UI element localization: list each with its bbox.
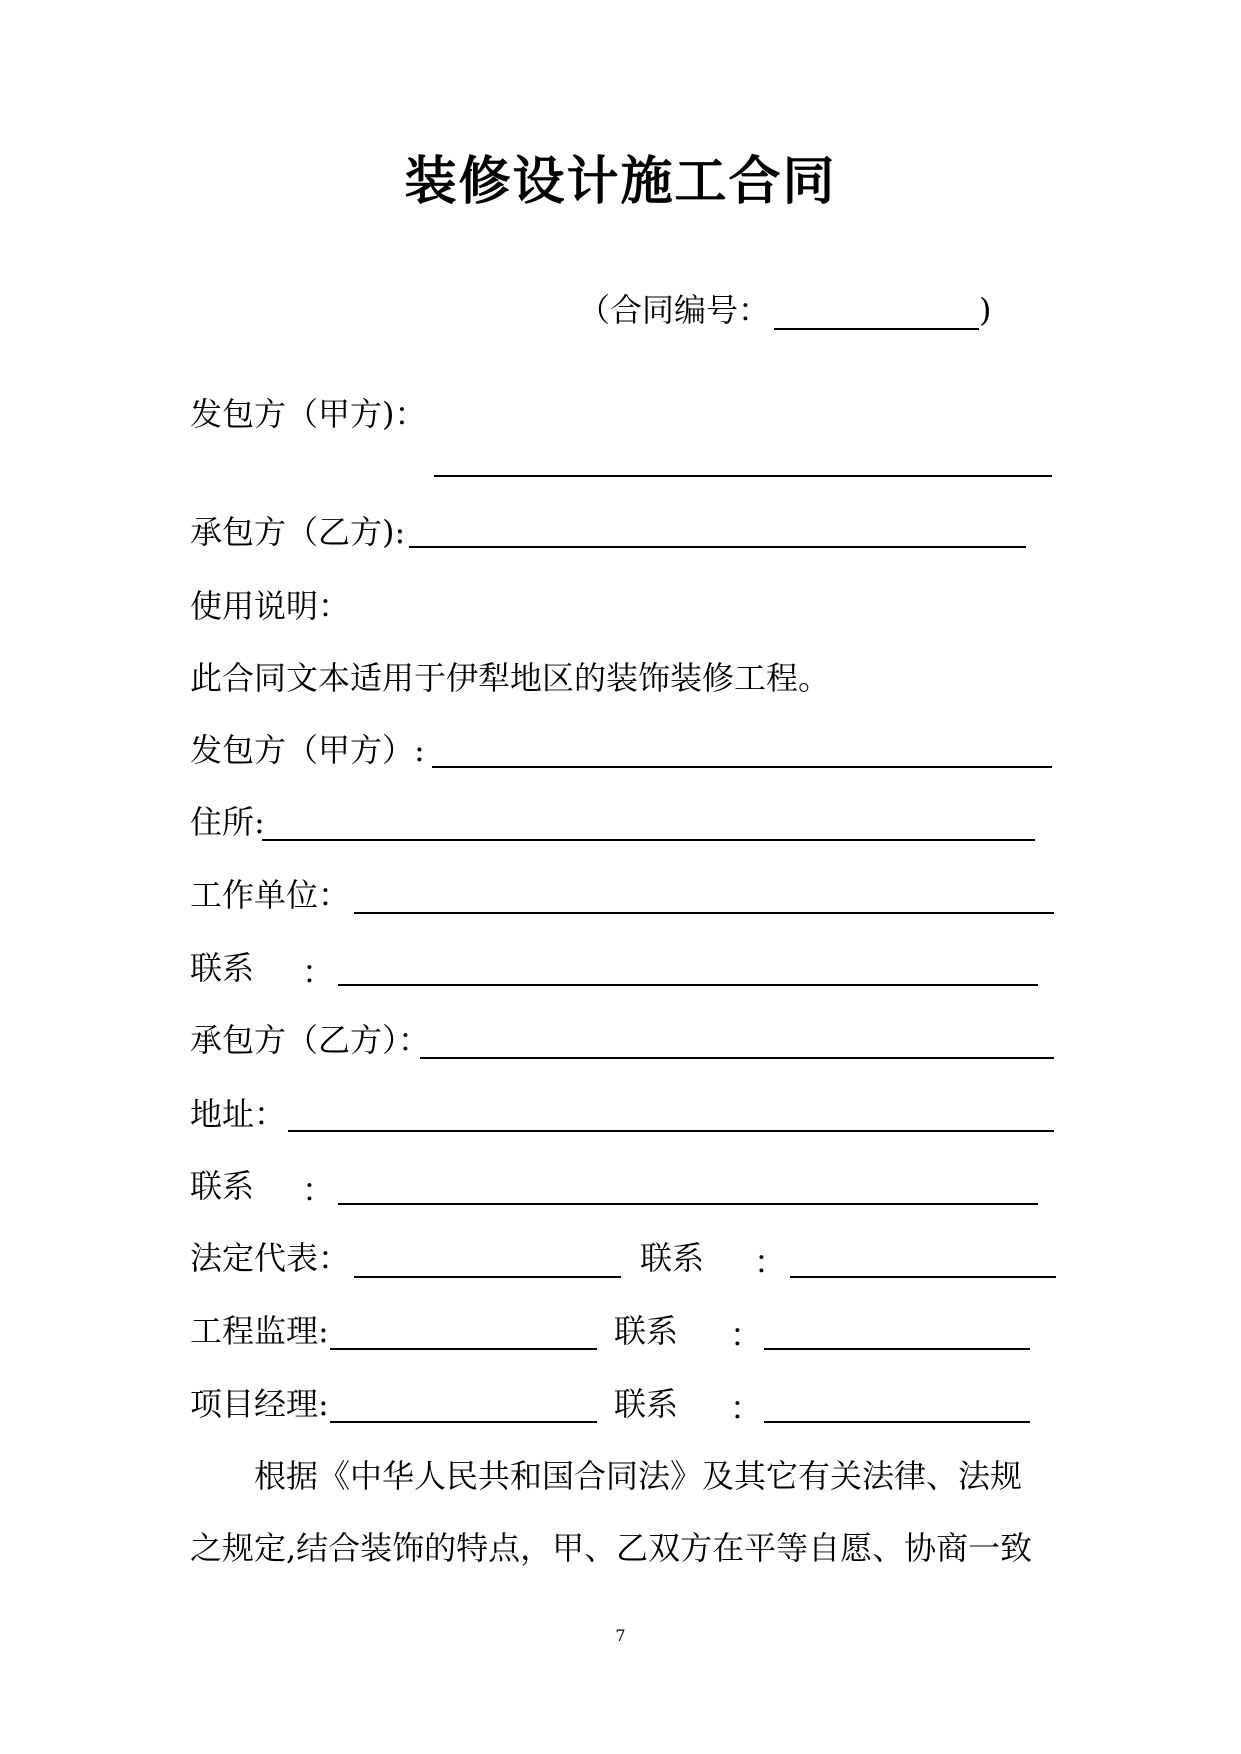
contact-legal-blank[interactable] — [790, 1276, 1056, 1278]
legal-rep-label: 法定代表： — [190, 1239, 351, 1277]
contract-number-blank[interactable] — [774, 298, 979, 330]
contact-supervisor-label: 联系 — [614, 1312, 679, 1350]
contact-supervisor-colon: ： — [730, 1316, 763, 1354]
contract-number-label: （合同编号： — [578, 291, 771, 329]
contact-legal-label: 联系 — [640, 1239, 705, 1277]
contract-number-line — [578, 290, 992, 330]
residence-blank[interactable] — [262, 839, 1035, 841]
party-a-full-blank[interactable] — [432, 766, 1052, 768]
party-b-full-label: 承包方（乙方）： — [190, 1021, 431, 1059]
work-unit-blank[interactable] — [354, 912, 1054, 914]
address-blank[interactable] — [288, 1130, 1054, 1132]
party-a-full-label: 发包方（甲方）: — [190, 731, 425, 769]
body-paragraph-text: 根据《中华人民共和国合同法》及其它有关法律、法规之规定,结合装饰的特点，甲、乙双方在平等自愿、协商一致 — [190, 1457, 1033, 1567]
project-manager-label: 项目经理: — [190, 1385, 329, 1423]
page-number: 7 — [615, 1626, 626, 1645]
usage-heading: 使用说明： — [190, 587, 351, 625]
contact-a-colon: ： — [302, 953, 335, 991]
legal-rep-blank[interactable] — [354, 1276, 621, 1278]
party-b-full-blank[interactable] — [420, 1057, 1054, 1059]
contact-supervisor-blank[interactable] — [764, 1348, 1030, 1350]
contact-b-colon: ： — [302, 1171, 335, 1209]
party-b-short-label: 承包方（乙方): — [190, 513, 406, 551]
contact-a-label: 联系 — [190, 949, 255, 987]
party-a-short-label: 发包方（甲方)： — [190, 395, 427, 433]
usage-text: 此合同文本适用于伊犁地区的装饰装修工程。 — [190, 659, 831, 697]
contact-pm-colon: ： — [730, 1389, 763, 1427]
contract-number-close: ) — [979, 291, 992, 329]
contact-b-blank[interactable] — [338, 1203, 1038, 1205]
supervisor-blank[interactable] — [330, 1348, 597, 1350]
contact-a-blank[interactable] — [338, 984, 1038, 986]
residence-label: 住所: — [190, 803, 265, 841]
body-paragraph — [190, 1440, 1052, 1584]
address-label: 地址： — [190, 1095, 287, 1133]
contact-pm-label: 联系 — [614, 1385, 679, 1423]
party-b-short-blank[interactable] — [409, 546, 1026, 548]
document-title: 装修设计施工合同 — [404, 151, 837, 212]
party-a-short-blank[interactable] — [434, 475, 1052, 477]
contact-legal-colon: ： — [754, 1243, 787, 1281]
work-unit-label: 工作单位： — [190, 876, 351, 914]
contact-b-label: 联系 — [190, 1167, 255, 1205]
supervisor-label: 工程监理: — [190, 1312, 329, 1350]
contact-pm-blank[interactable] — [764, 1421, 1030, 1423]
project-manager-blank[interactable] — [330, 1421, 597, 1423]
